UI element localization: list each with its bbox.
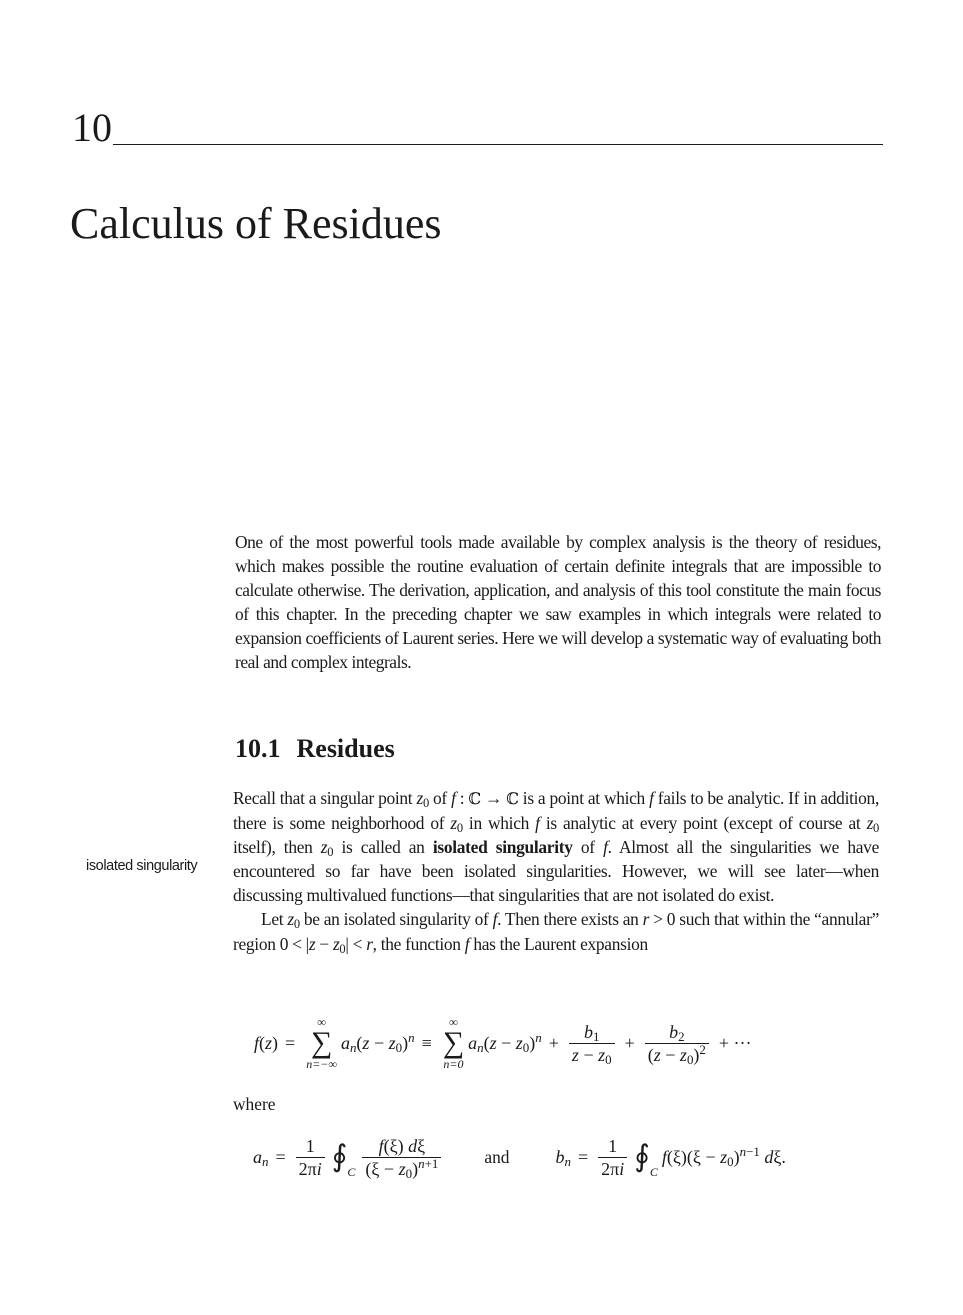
margin-note: isolated singularity xyxy=(86,858,198,874)
section-title: Residues xyxy=(296,734,395,763)
chapter-rule xyxy=(113,144,883,145)
paragraph-singular-point: Recall that a singular point $z_0$ of f : ℂ → ℂ is a point at which f fails to be analytic. If in addition, there is some neighborhood of $z_0$ in which f is analytic at every point (except of course at $z_0$ itself), then $z_0$ is called an isolated singularity of f. Almost all the singularities we have encountered so far have been isolated singularities. However, we will see later—when discussing multivalued functions—that singularities that are not isolated do exist. xyxy=(233,788,880,906)
paragraph-laurent: Let $z_0$ be an isolated singularity of f. Then there exists an r > 0 such that within the “annular” region $0 < |z - z_0| < r$, the function f has the Laurent expansion xyxy=(233,909,880,956)
section-number: 10.1 xyxy=(235,734,281,763)
chapter-number: 10 xyxy=(72,105,112,150)
and-word: and xyxy=(484,1146,510,1167)
section-heading xyxy=(235,732,395,766)
coefficient-equations: $a_n$ = $\frac{1}{2\pi i}$ ∮ C $\frac{f(\xi) d\xi}{(\xi - z_0)^{n+1}}$ and $b_n$ = $\frac{1}{2\pi i}$ ∮ C $f(\xi)(\xi - z_0)^{n-1}$ dξ. xyxy=(253,1135,786,1181)
chapter-title: Calculus of Residues xyxy=(70,199,442,248)
intro-paragraph: One of the most powerful tools made available by complex analysis is the theory of residues, which makes possible the routine evaluation of certain definite integrals that are impossible to calculate otherwise. The derivation, application, and analysis of this tool constitute the main focus of this chapter. In the preceding chapter we saw examples in which integrals were related to expansion coefficients of Laurent series. Here we will develop a systematic way of evaluating both real and complex integrals. xyxy=(235,532,881,673)
where-label: where xyxy=(233,1094,276,1114)
laurent-equation: f(z) = ∞ ∑ n=−∞ $a_n(z - z_0)^n$ ≡ ∞ ∑ n=0 $a_n(z - z_0)^n$ + $\frac{b_1}{z - z_0}$ + $\frac{b_2}{(z - z_0)^2}$ + ··· xyxy=(254,1015,752,1071)
section-body xyxy=(233,786,879,956)
term-isolated-singularity: isolated singularity xyxy=(432,837,573,858)
